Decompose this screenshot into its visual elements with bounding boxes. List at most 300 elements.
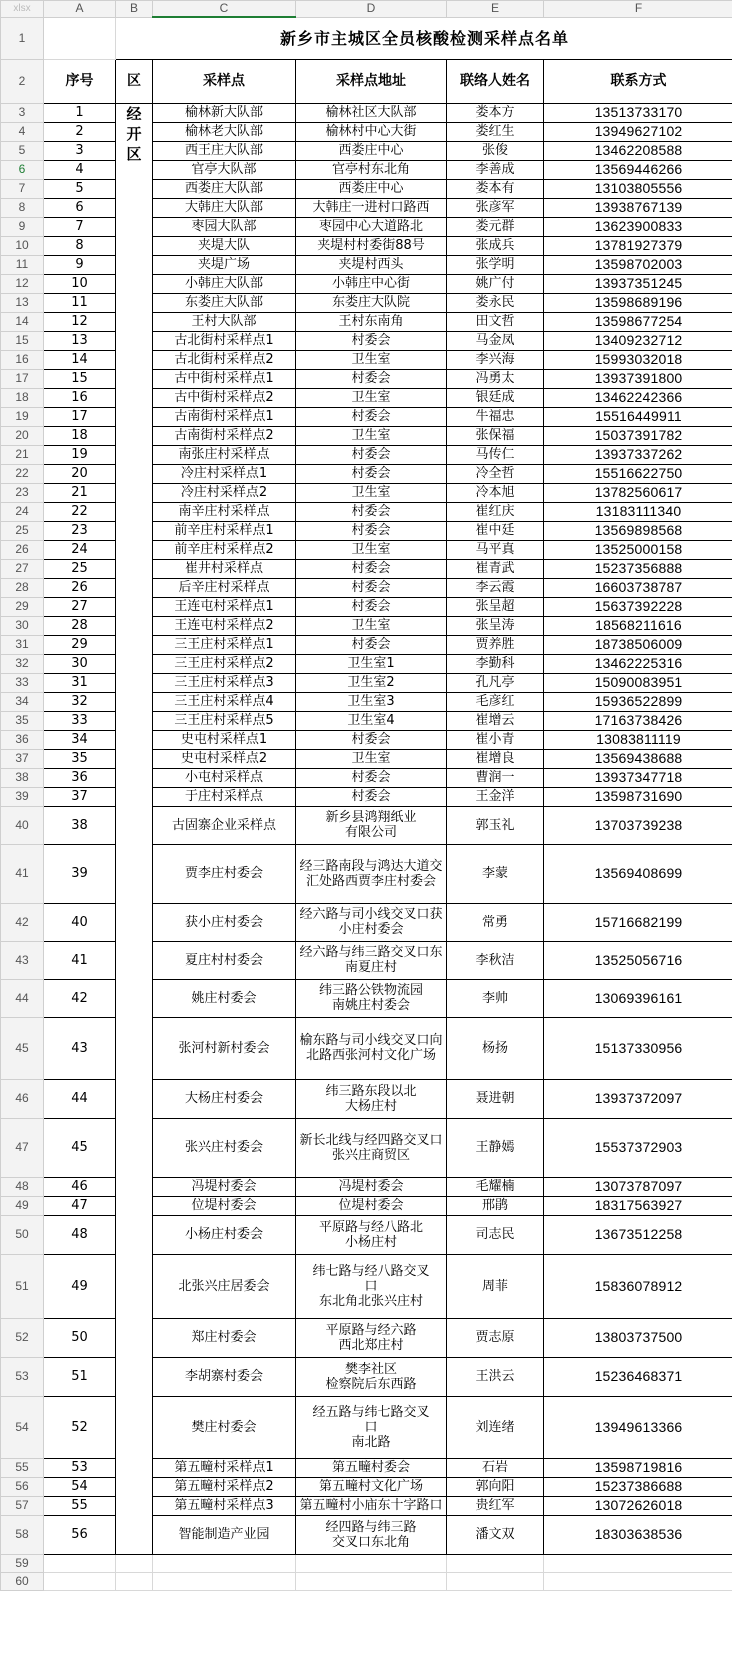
cell-phone[interactable]: 13937372097	[544, 1079, 732, 1118]
row-header[interactable]: 47	[1, 1118, 44, 1177]
cell-index[interactable]: 36	[44, 768, 116, 787]
cell-contact[interactable]: 崔小青	[447, 730, 544, 749]
header-contact[interactable]: 联络人姓名	[447, 59, 544, 103]
row-header[interactable]: 22	[1, 464, 44, 483]
cell-phone[interactable]: 13525000158	[544, 540, 732, 559]
cell-address[interactable]: 村委会	[296, 445, 447, 464]
cell-site[interactable]: 西娄庄大队部	[153, 179, 296, 198]
cell-phone[interactable]: 13949627102	[544, 122, 732, 141]
row-header[interactable]: 51	[1, 1254, 44, 1318]
cell-contact[interactable]: 银廷成	[447, 388, 544, 407]
row-header[interactable]: 33	[1, 673, 44, 692]
cell-index[interactable]: 7	[44, 217, 116, 236]
cell-site[interactable]: 南辛庄村采样点	[153, 502, 296, 521]
cell-site[interactable]: 夏庄村村委会	[153, 941, 296, 979]
cell-phone[interactable]: 13598677254	[544, 312, 732, 331]
cell-address[interactable]: 榆林社区大队部	[296, 103, 447, 122]
cell-address[interactable]: 枣园中心大道路北	[296, 217, 447, 236]
cell-phone[interactable]: 13569408699	[544, 844, 732, 903]
cell-index[interactable]: 2	[44, 122, 116, 141]
cell-site[interactable]: 三王庄村采样点1	[153, 635, 296, 654]
cell-site[interactable]: 古中街村采样点2	[153, 388, 296, 407]
cell-contact[interactable]: 崔青武	[447, 559, 544, 578]
cell-address[interactable]: 纬七路与经八路交叉 口 东北角北张兴庄村	[296, 1254, 447, 1318]
cell-index[interactable]: 43	[44, 1017, 116, 1079]
cell-address[interactable]: 官亭村东北角	[296, 160, 447, 179]
cell-phone[interactable]: 17163738426	[544, 711, 732, 730]
cell-contact[interactable]: 李兴海	[447, 350, 544, 369]
cell-address[interactable]: 第五疃村文化广场	[296, 1477, 447, 1496]
cell-address[interactable]: 经五路与纬七路交叉 口 南北路	[296, 1396, 447, 1458]
cell-address[interactable]: 村委会	[296, 521, 447, 540]
cell-contact[interactable]: 娄红生	[447, 122, 544, 141]
cell-phone[interactable]: 13803737500	[544, 1318, 732, 1357]
cell-index[interactable]: 32	[44, 692, 116, 711]
cell-site[interactable]: 夹堤广场	[153, 255, 296, 274]
cell-phone[interactable]: 13513733170	[544, 103, 732, 122]
cell-index[interactable]: 38	[44, 806, 116, 844]
cell-address[interactable]: 卫生室	[296, 749, 447, 768]
row-header[interactable]: 58	[1, 1515, 44, 1554]
cell-site[interactable]: 三王庄村采样点5	[153, 711, 296, 730]
cell-contact[interactable]: 聂进朝	[447, 1079, 544, 1118]
cell-site[interactable]: 第五疃村采样点2	[153, 1477, 296, 1496]
cell-site[interactable]: 古南街村采样点2	[153, 426, 296, 445]
cell-phone[interactable]: 15716682199	[544, 903, 732, 941]
cell-phone[interactable]: 18568211616	[544, 616, 732, 635]
cell-address[interactable]: 经三路南段与鸿达大道交汇处路西贾李庄村委会	[296, 844, 447, 903]
cell-contact[interactable]: 崔红庆	[447, 502, 544, 521]
row-header[interactable]: 9	[1, 217, 44, 236]
header-site[interactable]: 采样点	[153, 59, 296, 103]
row-header[interactable]: 18	[1, 388, 44, 407]
sheet-title[interactable]: 新乡市主城区全员核酸检测采样点名单	[116, 17, 732, 59]
cell-index[interactable]: 46	[44, 1177, 116, 1196]
cell-index[interactable]: 18	[44, 426, 116, 445]
cell-contact[interactable]: 王金洋	[447, 787, 544, 806]
cell-address[interactable]: 东娄庄大队院	[296, 293, 447, 312]
cell-site[interactable]: 南张庄村采样点	[153, 445, 296, 464]
row-header[interactable]: 16	[1, 350, 44, 369]
cell-site[interactable]: 王连屯村采样点2	[153, 616, 296, 635]
cell-contact[interactable]: 牛福忠	[447, 407, 544, 426]
cell-site[interactable]: 榆林老大队部	[153, 122, 296, 141]
cell-site[interactable]: 冷庄村采样点2	[153, 483, 296, 502]
select-all-corner[interactable]: xlsx	[1, 1, 44, 18]
row-header[interactable]: 3	[1, 103, 44, 122]
cell-address[interactable]: 卫生室	[296, 483, 447, 502]
cell-contact[interactable]: 王洪云	[447, 1357, 544, 1396]
row-header[interactable]: 50	[1, 1215, 44, 1254]
cell[interactable]	[544, 1554, 732, 1572]
cell-contact[interactable]: 毛彦红	[447, 692, 544, 711]
cell-address[interactable]: 卫生室	[296, 616, 447, 635]
column-header-a[interactable]: A	[44, 1, 116, 18]
cell-contact[interactable]: 崔增良	[447, 749, 544, 768]
cell-phone[interactable]: 15537372903	[544, 1118, 732, 1177]
cell-contact[interactable]: 贾养胜	[447, 635, 544, 654]
cell-site[interactable]: 第五疃村采样点1	[153, 1458, 296, 1477]
row-header[interactable]: 25	[1, 521, 44, 540]
cell-index[interactable]: 50	[44, 1318, 116, 1357]
cell-site[interactable]: 崔井村采样点	[153, 559, 296, 578]
cell-contact[interactable]: 李勤科	[447, 654, 544, 673]
row-header[interactable]: 29	[1, 597, 44, 616]
cell-index[interactable]: 5	[44, 179, 116, 198]
cell-site[interactable]: 三王庄村采样点3	[153, 673, 296, 692]
row-header[interactable]: 7	[1, 179, 44, 198]
row-header[interactable]: 41	[1, 844, 44, 903]
row-header[interactable]: 13	[1, 293, 44, 312]
cell-address[interactable]: 村委会	[296, 730, 447, 749]
cell-address[interactable]: 村委会	[296, 578, 447, 597]
cell-address[interactable]: 村委会	[296, 407, 447, 426]
cell-index[interactable]: 20	[44, 464, 116, 483]
cell-site[interactable]: 冯堤村委会	[153, 1177, 296, 1196]
row-header[interactable]: 40	[1, 806, 44, 844]
cell-index[interactable]: 11	[44, 293, 116, 312]
cell-index[interactable]: 37	[44, 787, 116, 806]
cell-address[interactable]: 经六路与司小线交叉口获小庄村委会	[296, 903, 447, 941]
cell-contact[interactable]: 娄元群	[447, 217, 544, 236]
cell-phone[interactable]: 13598689196	[544, 293, 732, 312]
cell-index[interactable]: 10	[44, 274, 116, 293]
cell-phone[interactable]: 13069396161	[544, 979, 732, 1017]
cell-site[interactable]: 小杨庄村委会	[153, 1215, 296, 1254]
cell-phone[interactable]: 13703739238	[544, 806, 732, 844]
cell-contact[interactable]: 冯勇太	[447, 369, 544, 388]
cell-phone[interactable]: 13598719816	[544, 1458, 732, 1477]
cell-site[interactable]: 史屯村采样点1	[153, 730, 296, 749]
cell-index[interactable]: 8	[44, 236, 116, 255]
row-header[interactable]: 8	[1, 198, 44, 217]
row-header[interactable]: 10	[1, 236, 44, 255]
cell-site[interactable]: 古北街村采样点1	[153, 331, 296, 350]
column-header-e[interactable]: E	[447, 1, 544, 18]
cell-site[interactable]: 枣园大队部	[153, 217, 296, 236]
cell-index[interactable]: 3	[44, 141, 116, 160]
cell-address[interactable]: 纬三路公铁物流园 南姚庄村委会	[296, 979, 447, 1017]
cell-contact[interactable]: 张保福	[447, 426, 544, 445]
cell-phone[interactable]: 15936522899	[544, 692, 732, 711]
row-header[interactable]: 39	[1, 787, 44, 806]
cell-index[interactable]: 6	[44, 198, 116, 217]
cell-contact[interactable]: 司志民	[447, 1215, 544, 1254]
cell-site[interactable]: 冷庄村采样点1	[153, 464, 296, 483]
cell-phone[interactable]: 15237386688	[544, 1477, 732, 1496]
cell-index[interactable]: 55	[44, 1496, 116, 1515]
row-header[interactable]: 46	[1, 1079, 44, 1118]
cell-index[interactable]: 12	[44, 312, 116, 331]
cell-phone[interactable]: 13938767139	[544, 198, 732, 217]
cell-address[interactable]: 卫生室	[296, 426, 447, 445]
cell-contact[interactable]: 曹润一	[447, 768, 544, 787]
cell-phone[interactable]: 18303638536	[544, 1515, 732, 1554]
cell-index[interactable]: 33	[44, 711, 116, 730]
cell-contact[interactable]: 贾志原	[447, 1318, 544, 1357]
cell-site[interactable]: 姚庄村委会	[153, 979, 296, 1017]
cell[interactable]	[296, 1572, 447, 1590]
cell-contact[interactable]: 邢鹃	[447, 1196, 544, 1215]
cell-address[interactable]: 新长北线与经四路交叉口张兴庄商贸区	[296, 1118, 447, 1177]
cell-contact[interactable]: 马传仁	[447, 445, 544, 464]
cell-address[interactable]: 纬三路东段以北 大杨庄村	[296, 1079, 447, 1118]
cell-address[interactable]: 经六路与纬三路交叉口东南夏庄村	[296, 941, 447, 979]
cell-address[interactable]: 村委会	[296, 464, 447, 483]
cell-phone[interactable]: 13569898568	[544, 521, 732, 540]
cell-site[interactable]: 夹堤大队	[153, 236, 296, 255]
row-header[interactable]: 11	[1, 255, 44, 274]
cell-address[interactable]: 小韩庄中心街	[296, 274, 447, 293]
cell-phone[interactable]: 13782560617	[544, 483, 732, 502]
cell-phone[interactable]: 13569438688	[544, 749, 732, 768]
cell-phone[interactable]: 13673512258	[544, 1215, 732, 1254]
cell-phone[interactable]: 13937391800	[544, 369, 732, 388]
cell-contact[interactable]: 常勇	[447, 903, 544, 941]
cell-site[interactable]: 榆林新大队部	[153, 103, 296, 122]
cell-address[interactable]: 经四路与纬三路 交叉口东北角	[296, 1515, 447, 1554]
cell-index[interactable]: 49	[44, 1254, 116, 1318]
cell-contact[interactable]: 张成兵	[447, 236, 544, 255]
cell-index[interactable]: 42	[44, 979, 116, 1017]
row-header[interactable]: 28	[1, 578, 44, 597]
cell-site[interactable]: 贾李庄村委会	[153, 844, 296, 903]
cell-index[interactable]: 22	[44, 502, 116, 521]
cell-contact[interactable]: 郭向阳	[447, 1477, 544, 1496]
row-header[interactable]: 23	[1, 483, 44, 502]
cell-address[interactable]: 王村东南角	[296, 312, 447, 331]
cell-address[interactable]: 榆林村中心大街	[296, 122, 447, 141]
cell[interactable]	[544, 1572, 732, 1590]
cell-address[interactable]: 第五疃村小庙东十字路口	[296, 1496, 447, 1515]
header-address[interactable]: 采样点地址	[296, 59, 447, 103]
row-header[interactable]: 30	[1, 616, 44, 635]
cell-phone[interactable]: 13525056716	[544, 941, 732, 979]
row-header[interactable]: 20	[1, 426, 44, 445]
cell-address[interactable]: 卫生室	[296, 350, 447, 369]
cell-contact[interactable]: 张呈超	[447, 597, 544, 616]
cell-phone[interactable]: 15516449911	[544, 407, 732, 426]
cell-address[interactable]: 村委会	[296, 635, 447, 654]
cell-contact[interactable]: 杨扬	[447, 1017, 544, 1079]
cell-site[interactable]: 前辛庄村采样点2	[153, 540, 296, 559]
cell-contact[interactable]: 田文哲	[447, 312, 544, 331]
cell-address[interactable]: 卫生室1	[296, 654, 447, 673]
row-header[interactable]: 44	[1, 979, 44, 1017]
column-header-c[interactable]: C	[153, 1, 296, 18]
cell-site[interactable]: 西王庄大队部	[153, 141, 296, 160]
cell-address[interactable]: 位堤村委会	[296, 1196, 447, 1215]
cell-phone[interactable]: 15637392228	[544, 597, 732, 616]
cell-contact[interactable]: 李蒙	[447, 844, 544, 903]
cell-address[interactable]: 卫生室	[296, 388, 447, 407]
row-header[interactable]: 56	[1, 1477, 44, 1496]
cell-district[interactable]: 经 开 区	[116, 103, 153, 1554]
cell-index[interactable]: 13	[44, 331, 116, 350]
cell-contact[interactable]: 崔增云	[447, 711, 544, 730]
cell-contact[interactable]: 张呈涛	[447, 616, 544, 635]
column-header-b[interactable]: B	[116, 1, 153, 18]
row-header[interactable]: 48	[1, 1177, 44, 1196]
cell-phone[interactable]: 15237356888	[544, 559, 732, 578]
cell[interactable]	[116, 1572, 153, 1590]
cell-site[interactable]: 获小庄村委会	[153, 903, 296, 941]
cell-phone[interactable]: 13462225316	[544, 654, 732, 673]
row-header[interactable]: 53	[1, 1357, 44, 1396]
cell-site[interactable]: 小屯村采样点	[153, 768, 296, 787]
cell-phone[interactable]: 13073787097	[544, 1177, 732, 1196]
cell-contact[interactable]: 孔凡亭	[447, 673, 544, 692]
cell-contact[interactable]: 姚广付	[447, 274, 544, 293]
cell-contact[interactable]: 张学明	[447, 255, 544, 274]
cell-site[interactable]: 古中街村采样点1	[153, 369, 296, 388]
cell-address[interactable]: 村委会	[296, 787, 447, 806]
row-header[interactable]: 31	[1, 635, 44, 654]
cell-phone[interactable]: 13937337262	[544, 445, 732, 464]
cell-site[interactable]: 前辛庄村采样点1	[153, 521, 296, 540]
row-header[interactable]: 21	[1, 445, 44, 464]
cell[interactable]	[153, 1554, 296, 1572]
cell-site[interactable]: 王村大队部	[153, 312, 296, 331]
cell-phone[interactable]: 16603738787	[544, 578, 732, 597]
row-header[interactable]: 42	[1, 903, 44, 941]
cell-contact[interactable]: 潘文双	[447, 1515, 544, 1554]
cell-site[interactable]: 第五疃村采样点3	[153, 1496, 296, 1515]
cell-index[interactable]: 53	[44, 1458, 116, 1477]
cell-phone[interactable]: 13462242366	[544, 388, 732, 407]
row-header[interactable]: 34	[1, 692, 44, 711]
cell-phone[interactable]: 13462208588	[544, 141, 732, 160]
cell-index[interactable]: 16	[44, 388, 116, 407]
row-header[interactable]: 4	[1, 122, 44, 141]
cell-site[interactable]: 位堤村委会	[153, 1196, 296, 1215]
cell-contact[interactable]: 张俊	[447, 141, 544, 160]
cell-phone[interactable]: 15993032018	[544, 350, 732, 369]
cell-index[interactable]: 45	[44, 1118, 116, 1177]
cell-contact[interactable]: 娄永民	[447, 293, 544, 312]
cell-site[interactable]: 小韩庄大队部	[153, 274, 296, 293]
cell-index[interactable]: 23	[44, 521, 116, 540]
cell-site[interactable]: 古固寨企业采样点	[153, 806, 296, 844]
cell[interactable]	[44, 1572, 116, 1590]
row-header[interactable]: 45	[1, 1017, 44, 1079]
row-header[interactable]: 43	[1, 941, 44, 979]
cell-index[interactable]: 25	[44, 559, 116, 578]
cell-index[interactable]: 28	[44, 616, 116, 635]
cell-phone[interactable]: 18738506009	[544, 635, 732, 654]
row-header[interactable]: 59	[1, 1554, 44, 1572]
cell-address[interactable]: 村委会	[296, 559, 447, 578]
row-header[interactable]: 6	[1, 160, 44, 179]
cell-site[interactable]: 大杨庄村委会	[153, 1079, 296, 1118]
cell-index[interactable]: 51	[44, 1357, 116, 1396]
cell-address[interactable]: 村委会	[296, 331, 447, 350]
cell-site[interactable]: 史屯村采样点2	[153, 749, 296, 768]
cell-site[interactable]: 张兴庄村委会	[153, 1118, 296, 1177]
cell[interactable]	[447, 1572, 544, 1590]
header-index[interactable]: 序号	[44, 59, 116, 103]
cell-phone[interactable]: 13409232712	[544, 331, 732, 350]
cell-address[interactable]: 村委会	[296, 768, 447, 787]
cell-contact[interactable]: 马金凤	[447, 331, 544, 350]
row-header[interactable]: 15	[1, 331, 44, 350]
row-header[interactable]: 36	[1, 730, 44, 749]
cell-index[interactable]: 39	[44, 844, 116, 903]
cell-index[interactable]: 1	[44, 103, 116, 122]
cell[interactable]	[153, 1572, 296, 1590]
cell-index[interactable]: 56	[44, 1515, 116, 1554]
cell-index[interactable]: 35	[44, 749, 116, 768]
row-header[interactable]: 12	[1, 274, 44, 293]
row-header[interactable]: 52	[1, 1318, 44, 1357]
cell-phone[interactable]: 13781927379	[544, 236, 732, 255]
cell-site[interactable]: 三王庄村采样点4	[153, 692, 296, 711]
cell-contact[interactable]: 刘连绪	[447, 1396, 544, 1458]
cell-phone[interactable]: 15836078912	[544, 1254, 732, 1318]
cell-address[interactable]: 平原路与经六路 西北郑庄村	[296, 1318, 447, 1357]
cell-contact[interactable]: 李善成	[447, 160, 544, 179]
cell-contact[interactable]: 冷全哲	[447, 464, 544, 483]
cell-index[interactable]: 17	[44, 407, 116, 426]
cell-phone[interactable]: 18317563927	[544, 1196, 732, 1215]
cell-site[interactable]: 李胡寨村委会	[153, 1357, 296, 1396]
cell-index[interactable]: 27	[44, 597, 116, 616]
cell-index[interactable]: 26	[44, 578, 116, 597]
row-header[interactable]: 38	[1, 768, 44, 787]
cell-address[interactable]: 榆东路与司小线交叉口向北路西张河村文化广场	[296, 1017, 447, 1079]
cell-address[interactable]: 夹堤村西头	[296, 255, 447, 274]
cell-phone[interactable]: 15090083951	[544, 673, 732, 692]
cell-site[interactable]: 北张兴庄居委会	[153, 1254, 296, 1318]
cell-index[interactable]: 9	[44, 255, 116, 274]
cell-site[interactable]: 古北街村采样点2	[153, 350, 296, 369]
cell-contact[interactable]: 周菲	[447, 1254, 544, 1318]
cell-phone[interactable]: 15037391782	[544, 426, 732, 445]
cell-contact[interactable]: 石岩	[447, 1458, 544, 1477]
cell-phone[interactable]: 13598702003	[544, 255, 732, 274]
cell-address[interactable]: 冯堤村委会	[296, 1177, 447, 1196]
cell-site[interactable]: 官亭大队部	[153, 160, 296, 179]
cell-site[interactable]: 三王庄村采样点2	[153, 654, 296, 673]
header-district[interactable]: 区	[116, 59, 153, 103]
column-header-f[interactable]: F	[544, 1, 732, 18]
row-header[interactable]: 49	[1, 1196, 44, 1215]
row-header[interactable]: 5	[1, 141, 44, 160]
column-header-d[interactable]: D	[296, 1, 447, 18]
cell-address[interactable]: 村委会	[296, 369, 447, 388]
cell-index[interactable]: 4	[44, 160, 116, 179]
cell-site[interactable]: 王连屯村采样点1	[153, 597, 296, 616]
row-header[interactable]: 32	[1, 654, 44, 673]
cell-index[interactable]: 34	[44, 730, 116, 749]
cell-address[interactable]: 大韩庄一进村口路西	[296, 198, 447, 217]
cell-site[interactable]: 郑庄村委会	[153, 1318, 296, 1357]
row-header[interactable]: 37	[1, 749, 44, 768]
row-header[interactable]: 57	[1, 1496, 44, 1515]
cell-contact[interactable]: 张彦军	[447, 198, 544, 217]
cell-contact[interactable]: 贵红军	[447, 1496, 544, 1515]
cell-contact[interactable]: 王静嫣	[447, 1118, 544, 1177]
cell-index[interactable]: 47	[44, 1196, 116, 1215]
row-header[interactable]: 35	[1, 711, 44, 730]
cell-site[interactable]: 智能制造产业园	[153, 1515, 296, 1554]
cell-index[interactable]: 40	[44, 903, 116, 941]
row-header[interactable]: 26	[1, 540, 44, 559]
cell-index[interactable]: 31	[44, 673, 116, 692]
cell-index[interactable]: 48	[44, 1215, 116, 1254]
row-header[interactable]: 17	[1, 369, 44, 388]
cell-address[interactable]: 西娄庄中心	[296, 141, 447, 160]
